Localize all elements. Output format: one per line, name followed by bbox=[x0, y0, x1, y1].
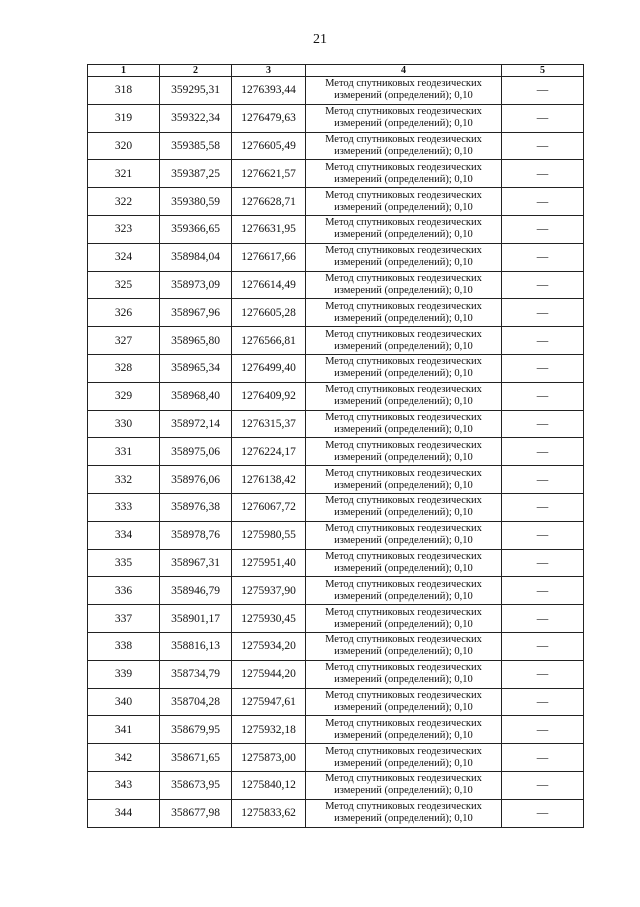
coord-y-cell: 1276617,66 bbox=[232, 243, 306, 271]
dash-mark: — bbox=[536, 390, 549, 403]
coord-y-cell: 1275980,55 bbox=[232, 521, 306, 549]
coord-y-cell: 1276614,49 bbox=[232, 271, 306, 299]
table-row bbox=[88, 243, 584, 271]
method-line-1: Метод спутниковых геодезических bbox=[325, 495, 482, 507]
description-cell bbox=[502, 688, 584, 716]
coord-y-cell: 1275944,20 bbox=[232, 660, 306, 688]
method-line-2: измерений (определений); 0,10 bbox=[334, 451, 473, 463]
description-cell bbox=[502, 549, 584, 577]
point-number-cell: 319 bbox=[88, 104, 160, 132]
dash-mark: — bbox=[536, 167, 549, 180]
point-number-cell: 325 bbox=[88, 271, 160, 299]
dash-mark: — bbox=[536, 612, 549, 625]
method-cell bbox=[306, 104, 502, 132]
point-number-cell: 329 bbox=[88, 382, 160, 410]
dash-mark: — bbox=[536, 84, 549, 97]
point-number-cell: 328 bbox=[88, 354, 160, 382]
coord-x-cell: 358677,98 bbox=[160, 799, 232, 827]
coord-x-cell: 358704,28 bbox=[160, 688, 232, 716]
method-line-2: измерений (определений); 0,10 bbox=[334, 145, 473, 157]
method-cell bbox=[306, 410, 502, 438]
description-cell bbox=[502, 799, 584, 827]
table-row bbox=[88, 466, 584, 494]
dash-mark: — bbox=[536, 584, 549, 597]
dash-mark: — bbox=[536, 417, 549, 430]
description-cell bbox=[502, 243, 584, 271]
coord-x-cell: 358901,17 bbox=[160, 605, 232, 633]
dash-mark: — bbox=[536, 139, 549, 152]
description-cell bbox=[502, 299, 584, 327]
point-number-cell: 336 bbox=[88, 577, 160, 605]
method-line-2: измерений (определений); 0,10 bbox=[334, 674, 473, 686]
coord-y-cell: 1276315,37 bbox=[232, 410, 306, 438]
method-cell bbox=[306, 215, 502, 243]
description-cell bbox=[502, 104, 584, 132]
header-col-4: 4 bbox=[306, 65, 502, 77]
table-row bbox=[88, 605, 584, 633]
coord-y-cell: 1276631,95 bbox=[232, 215, 306, 243]
method-cell bbox=[306, 327, 502, 355]
method-line-2: измерений (определений); 0,10 bbox=[334, 257, 473, 269]
method-line-2: измерений (определений); 0,10 bbox=[334, 396, 473, 408]
coordinates-table bbox=[87, 64, 584, 828]
coord-x-cell: 358973,09 bbox=[160, 271, 232, 299]
coord-x-cell: 358965,34 bbox=[160, 354, 232, 382]
coord-x-cell: 359387,25 bbox=[160, 160, 232, 188]
coord-y-cell: 1276499,40 bbox=[232, 354, 306, 382]
table-row bbox=[88, 688, 584, 716]
method-cell bbox=[306, 688, 502, 716]
dash-mark: — bbox=[536, 362, 549, 375]
method-line-2: измерений (определений); 0,10 bbox=[334, 701, 473, 713]
method-line-1: Метод спутниковых геодезических bbox=[325, 689, 482, 701]
method-line-1: Метод спутниковых геодезических bbox=[325, 439, 482, 451]
dash-mark: — bbox=[536, 306, 549, 319]
description-cell bbox=[502, 77, 584, 105]
description-cell bbox=[502, 188, 584, 216]
method-cell bbox=[306, 160, 502, 188]
description-cell bbox=[502, 327, 584, 355]
coord-x-cell: 358967,96 bbox=[160, 299, 232, 327]
coord-y-cell: 1276566,81 bbox=[232, 327, 306, 355]
coord-y-cell: 1276224,17 bbox=[232, 438, 306, 466]
description-cell bbox=[502, 716, 584, 744]
dash-mark: — bbox=[536, 278, 549, 291]
method-cell bbox=[306, 188, 502, 216]
method-line-1: Метод спутниковых геодезических bbox=[325, 634, 482, 646]
coord-y-cell: 1275873,00 bbox=[232, 744, 306, 772]
method-line-2: измерений (определений); 0,10 bbox=[334, 535, 473, 547]
point-number-cell: 322 bbox=[88, 188, 160, 216]
coord-y-cell: 1276628,71 bbox=[232, 188, 306, 216]
dash-mark: — bbox=[536, 195, 549, 208]
dash-mark: — bbox=[536, 556, 549, 569]
table-row bbox=[88, 104, 584, 132]
point-number-cell: 330 bbox=[88, 410, 160, 438]
coord-y-cell: 1275934,20 bbox=[232, 632, 306, 660]
point-number-cell: 321 bbox=[88, 160, 160, 188]
coord-y-cell: 1276605,28 bbox=[232, 299, 306, 327]
point-number-cell: 333 bbox=[88, 493, 160, 521]
coord-y-cell: 1276393,44 bbox=[232, 77, 306, 105]
description-cell bbox=[502, 493, 584, 521]
method-line-1: Метод спутниковых геодезических bbox=[325, 550, 482, 562]
coord-x-cell: 358978,76 bbox=[160, 521, 232, 549]
coord-x-cell: 359322,34 bbox=[160, 104, 232, 132]
table-row bbox=[88, 438, 584, 466]
description-cell bbox=[502, 382, 584, 410]
table-row bbox=[88, 77, 584, 105]
method-line-2: измерений (определений); 0,10 bbox=[334, 340, 473, 352]
point-number-cell: 318 bbox=[88, 77, 160, 105]
coord-x-cell: 358946,79 bbox=[160, 577, 232, 605]
method-line-1: Метод спутниковых геодезических bbox=[325, 328, 482, 340]
description-cell bbox=[502, 632, 584, 660]
method-line-2: измерений (определений); 0,10 bbox=[334, 562, 473, 574]
coord-x-cell: 358984,04 bbox=[160, 243, 232, 271]
description-cell bbox=[502, 438, 584, 466]
description-cell bbox=[502, 660, 584, 688]
table-body bbox=[88, 77, 584, 828]
method-line-1: Метод спутниковых геодезических bbox=[325, 356, 482, 368]
table-row bbox=[88, 521, 584, 549]
description-cell bbox=[502, 771, 584, 799]
method-line-2: измерений (определений); 0,10 bbox=[334, 312, 473, 324]
header-col-2: 2 bbox=[160, 65, 232, 77]
point-number-cell: 343 bbox=[88, 771, 160, 799]
coord-x-cell: 358734,79 bbox=[160, 660, 232, 688]
description-cell bbox=[502, 410, 584, 438]
method-line-2: измерений (определений); 0,10 bbox=[334, 507, 473, 519]
coord-y-cell: 1276479,63 bbox=[232, 104, 306, 132]
method-cell bbox=[306, 382, 502, 410]
table-row bbox=[88, 744, 584, 772]
dash-mark: — bbox=[536, 501, 549, 514]
point-number-cell: 326 bbox=[88, 299, 160, 327]
method-line-1: Метод спутниковых геодезических bbox=[325, 217, 482, 229]
description-cell bbox=[502, 605, 584, 633]
method-line-1: Метод спутниковых геодезических bbox=[325, 384, 482, 396]
method-cell bbox=[306, 77, 502, 105]
point-number-cell: 335 bbox=[88, 549, 160, 577]
coord-y-cell: 1276605,49 bbox=[232, 132, 306, 160]
header-col-3: 3 bbox=[232, 65, 306, 77]
method-cell bbox=[306, 271, 502, 299]
coord-y-cell: 1275947,61 bbox=[232, 688, 306, 716]
table-header-row bbox=[88, 65, 584, 77]
description-cell bbox=[502, 215, 584, 243]
point-number-cell: 334 bbox=[88, 521, 160, 549]
method-cell bbox=[306, 132, 502, 160]
coord-y-cell: 1275930,45 bbox=[232, 605, 306, 633]
method-line-1: Метод спутниковых геодезических bbox=[325, 606, 482, 618]
description-cell bbox=[502, 577, 584, 605]
method-line-1: Метод спутниковых геодезических bbox=[325, 801, 482, 813]
description-cell bbox=[502, 744, 584, 772]
point-number-cell: 327 bbox=[88, 327, 160, 355]
table-row bbox=[88, 493, 584, 521]
table-row bbox=[88, 132, 584, 160]
description-cell bbox=[502, 271, 584, 299]
method-line-1: Метод спутниковых геодезических bbox=[325, 578, 482, 590]
method-line-2: измерений (определений); 0,10 bbox=[334, 201, 473, 213]
coord-x-cell: 359385,58 bbox=[160, 132, 232, 160]
dash-mark: — bbox=[536, 695, 549, 708]
table-row bbox=[88, 577, 584, 605]
table-row bbox=[88, 271, 584, 299]
dash-mark: — bbox=[536, 723, 549, 736]
description-cell bbox=[502, 354, 584, 382]
coord-x-cell: 358679,95 bbox=[160, 716, 232, 744]
method-line-2: измерений (определений); 0,10 bbox=[334, 423, 473, 435]
table-row bbox=[88, 382, 584, 410]
coord-y-cell: 1275932,18 bbox=[232, 716, 306, 744]
method-cell bbox=[306, 354, 502, 382]
method-line-1: Метод спутниковых геодезических bbox=[325, 272, 482, 284]
method-cell bbox=[306, 466, 502, 494]
page-number: 21 bbox=[313, 32, 327, 47]
coord-x-cell: 358967,31 bbox=[160, 549, 232, 577]
point-number-cell: 342 bbox=[88, 744, 160, 772]
method-line-1: Метод спутниковых геодезических bbox=[325, 245, 482, 257]
method-cell bbox=[306, 243, 502, 271]
point-number-cell: 341 bbox=[88, 716, 160, 744]
method-cell bbox=[306, 577, 502, 605]
method-cell bbox=[306, 799, 502, 827]
dash-mark: — bbox=[536, 807, 549, 820]
method-line-2: измерений (определений); 0,10 bbox=[334, 729, 473, 741]
dash-mark: — bbox=[536, 668, 549, 681]
method-cell bbox=[306, 632, 502, 660]
method-line-1: Метод спутниковых геодезических bbox=[325, 467, 482, 479]
coord-y-cell: 1276138,42 bbox=[232, 466, 306, 494]
method-line-1: Метод спутниковых геодезических bbox=[325, 773, 482, 785]
coord-x-cell: 358976,06 bbox=[160, 466, 232, 494]
dash-mark: — bbox=[536, 445, 549, 458]
dash-mark: — bbox=[536, 223, 549, 236]
coord-y-cell: 1276067,72 bbox=[232, 493, 306, 521]
dash-mark: — bbox=[536, 640, 549, 653]
dash-mark: — bbox=[536, 751, 549, 764]
coord-x-cell: 359295,31 bbox=[160, 77, 232, 105]
method-line-1: Метод спутниковых геодезических bbox=[325, 300, 482, 312]
method-cell bbox=[306, 605, 502, 633]
method-line-1: Метод спутниковых геодезических bbox=[325, 78, 482, 90]
table-row bbox=[88, 188, 584, 216]
method-cell bbox=[306, 299, 502, 327]
method-line-1: Метод спутниковых геодезических bbox=[325, 161, 482, 173]
method-cell bbox=[306, 771, 502, 799]
method-line-1: Метод спутниковых геодезических bbox=[325, 133, 482, 145]
method-line-2: измерений (определений); 0,10 bbox=[334, 479, 473, 491]
table-row bbox=[88, 410, 584, 438]
method-line-2: измерений (определений); 0,10 bbox=[334, 757, 473, 769]
coord-x-cell: 358816,13 bbox=[160, 632, 232, 660]
method-line-2: измерений (определений); 0,10 bbox=[334, 284, 473, 296]
dash-mark: — bbox=[536, 529, 549, 542]
point-number-cell: 323 bbox=[88, 215, 160, 243]
point-number-cell: 320 bbox=[88, 132, 160, 160]
coord-y-cell: 1276621,57 bbox=[232, 160, 306, 188]
coord-x-cell: 359366,65 bbox=[160, 215, 232, 243]
point-number-cell: 340 bbox=[88, 688, 160, 716]
point-number-cell: 324 bbox=[88, 243, 160, 271]
table-row bbox=[88, 215, 584, 243]
method-cell bbox=[306, 716, 502, 744]
coord-y-cell: 1275951,40 bbox=[232, 549, 306, 577]
method-cell bbox=[306, 521, 502, 549]
method-cell bbox=[306, 744, 502, 772]
table-row bbox=[88, 632, 584, 660]
method-line-2: измерений (определений); 0,10 bbox=[334, 90, 473, 102]
point-number-cell: 344 bbox=[88, 799, 160, 827]
table-row bbox=[88, 549, 584, 577]
method-line-1: Метод спутниковых геодезических bbox=[325, 745, 482, 757]
method-line-1: Метод спутниковых геодезических bbox=[325, 717, 482, 729]
method-line-2: измерений (определений); 0,10 bbox=[334, 118, 473, 130]
coord-y-cell: 1275833,62 bbox=[232, 799, 306, 827]
method-line-1: Метод спутниковых геодезических bbox=[325, 662, 482, 674]
coord-y-cell: 1275937,90 bbox=[232, 577, 306, 605]
point-number-cell: 331 bbox=[88, 438, 160, 466]
method-line-2: измерений (определений); 0,10 bbox=[334, 173, 473, 185]
method-cell bbox=[306, 660, 502, 688]
table-row bbox=[88, 660, 584, 688]
coord-x-cell: 358976,38 bbox=[160, 493, 232, 521]
method-cell bbox=[306, 438, 502, 466]
dash-mark: — bbox=[536, 251, 549, 264]
description-cell bbox=[502, 132, 584, 160]
coord-x-cell: 359380,59 bbox=[160, 188, 232, 216]
method-line-1: Метод спутниковых геодезических bbox=[325, 523, 482, 535]
method-line-2: измерений (определений); 0,10 bbox=[334, 368, 473, 380]
table-row bbox=[88, 160, 584, 188]
dash-mark: — bbox=[536, 112, 549, 125]
coord-x-cell: 358968,40 bbox=[160, 382, 232, 410]
table-row bbox=[88, 799, 584, 827]
point-number-cell: 339 bbox=[88, 660, 160, 688]
coord-y-cell: 1276409,92 bbox=[232, 382, 306, 410]
method-line-2: измерений (определений); 0,10 bbox=[334, 785, 473, 797]
method-line-2: измерений (определений); 0,10 bbox=[334, 590, 473, 602]
method-line-1: Метод спутниковых геодезических bbox=[325, 189, 482, 201]
coord-x-cell: 358673,95 bbox=[160, 771, 232, 799]
coord-y-cell: 1275840,12 bbox=[232, 771, 306, 799]
dash-mark: — bbox=[536, 334, 549, 347]
method-line-1: Метод спутниковых геодезических bbox=[325, 411, 482, 423]
coord-x-cell: 358972,14 bbox=[160, 410, 232, 438]
dash-mark: — bbox=[536, 473, 549, 486]
header-col-5: 5 bbox=[502, 65, 584, 77]
table-row bbox=[88, 716, 584, 744]
point-number-cell: 332 bbox=[88, 466, 160, 494]
point-number-cell: 337 bbox=[88, 605, 160, 633]
point-number-cell: 338 bbox=[88, 632, 160, 660]
coord-x-cell: 358965,80 bbox=[160, 327, 232, 355]
method-line-1: Метод спутниковых геодезических bbox=[325, 106, 482, 118]
table-row bbox=[88, 327, 584, 355]
table-row bbox=[88, 771, 584, 799]
method-line-2: измерений (определений); 0,10 bbox=[334, 813, 473, 825]
method-line-2: измерений (определений); 0,10 bbox=[334, 646, 473, 658]
table-row bbox=[88, 354, 584, 382]
dash-mark: — bbox=[536, 779, 549, 792]
method-cell bbox=[306, 493, 502, 521]
description-cell bbox=[502, 160, 584, 188]
table-row bbox=[88, 299, 584, 327]
method-cell bbox=[306, 549, 502, 577]
header-col-1: 1 bbox=[88, 65, 160, 77]
coord-x-cell: 358975,06 bbox=[160, 438, 232, 466]
method-line-2: измерений (определений); 0,10 bbox=[334, 229, 473, 241]
coord-x-cell: 358671,65 bbox=[160, 744, 232, 772]
description-cell bbox=[502, 521, 584, 549]
description-cell bbox=[502, 466, 584, 494]
method-line-2: измерений (определений); 0,10 bbox=[334, 618, 473, 630]
